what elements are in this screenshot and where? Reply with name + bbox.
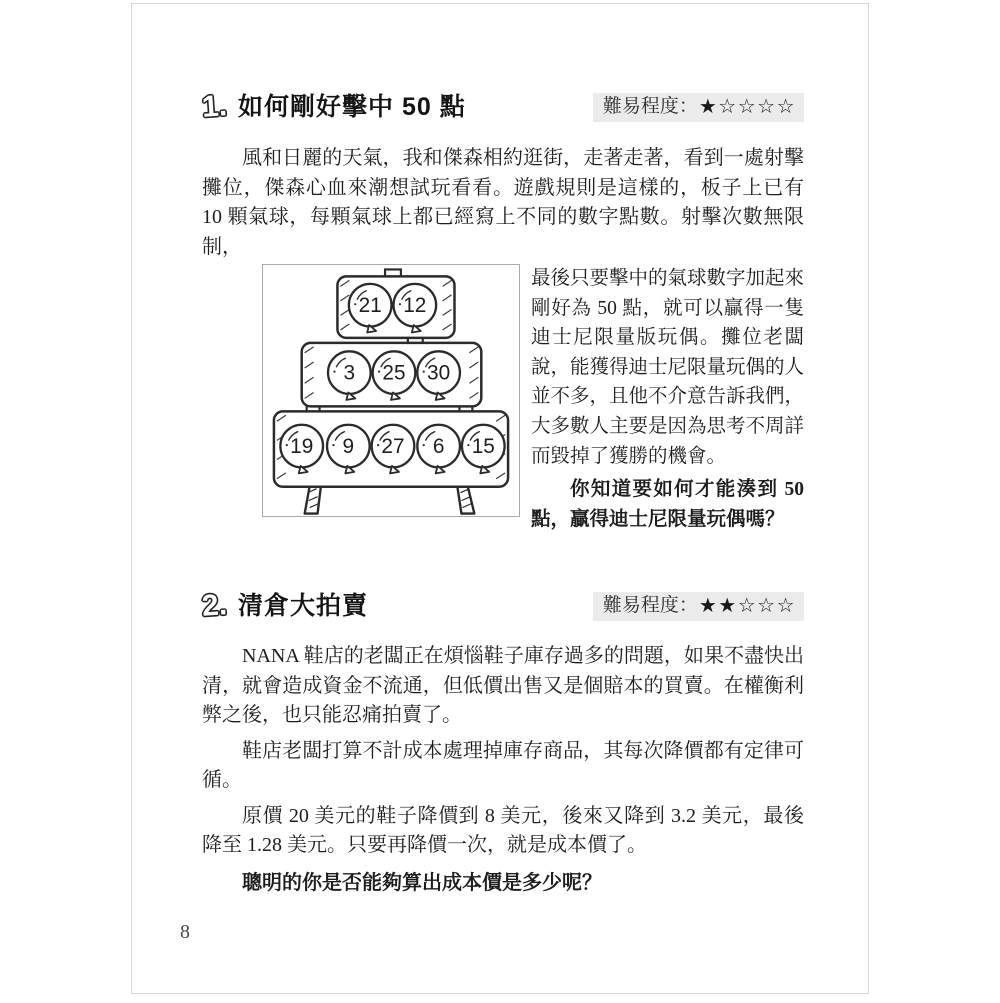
book-page [131,3,869,994]
difficulty-badge-1 [593,93,804,122]
problem-1-right-column [531,264,804,534]
problem-1-heading [200,89,804,124]
svg-text:6: 6 [432,435,445,459]
problem-2-number: 2. [200,588,229,624]
svg-text:9: 9 [342,435,355,459]
svg-text:15: 15 [471,435,495,459]
problem-2-paragraph: 鞋店老闆打算不計成本處理掉庫存商品，其每次降價都有定律可循。 [202,739,804,792]
difficulty-stars: ★★☆☆☆ [698,594,796,617]
svg-text:27: 27 [381,435,405,459]
problem-1-number: 1. [200,89,229,124]
difficulty-stars: ★☆☆☆☆ [698,95,796,118]
difficulty-label: 難易程度： [602,96,698,117]
problem-1-section [200,89,805,534]
problem-2-paragraph: NANA 鞋店的老闆正在煩惱鞋子庫存過多的問題，如果不盡快出清，就會造成資金不流通，但低價出售又是個賠本的買賣。在權衡利弊之後，也只能忍痛拍賣了。 [202,645,804,727]
problem-2-paragraph: 原價 20 美元的鞋子降價到 8 美元，後來又降到 3.2 美元，最後降至 1.28 美元。只要再降價一次，就是成本價了。 [202,804,804,857]
problem-1-intro-text: 風和日麗的天氣，我和傑森相約逛街，走著走著，看到一處射擊攤位，傑森心血來潮想試玩看看。遊戲規則是這樣的，板子上已有 10 顆氣球，每顆氣球上都已經寫上不同的數字點數。射擊次數無限制， [202,147,804,258]
problem-2-title: 清倉大拍賣 [238,591,369,620]
problem-1-wrap-text: 最後只要擊中的氣球數字加起來剛好為 50 點，就可以贏得一隻迪士尼限量版玩偶。攤位老闆說，能獲得迪士尼限量玩偶的人並不多，且他不介意告訴我們，大多數人主要是因為思考不周詳而毀掉了獲勝的機會。 [531,268,805,467]
difficulty-label: 難易程度： [602,595,698,617]
balloon-figure [262,264,520,517]
svg-text:12: 12 [403,294,427,318]
problem-1-question: 你知道要如何才能湊到 50 點，贏得迪士尼限量玩偶嗎？ [531,479,804,530]
svg-text:21: 21 [358,294,382,318]
svg-text:3: 3 [343,361,356,385]
balloon-stand-illustration [264,266,518,515]
svg-text:30: 30 [427,361,451,385]
difficulty-badge-2 [593,592,804,621]
problem-2-section [200,588,804,898]
svg-text:19: 19 [290,435,314,459]
problem-2-heading [200,588,804,624]
figure-and-text-row [262,264,804,534]
svg-text:25: 25 [382,361,406,385]
problem-1-title: 如何剛好擊中 50 點 [238,92,466,121]
problem-2-question: 聰明的你是否能夠算出成本價是多少呢？ [242,871,602,894]
page-number: 8 [180,921,190,943]
